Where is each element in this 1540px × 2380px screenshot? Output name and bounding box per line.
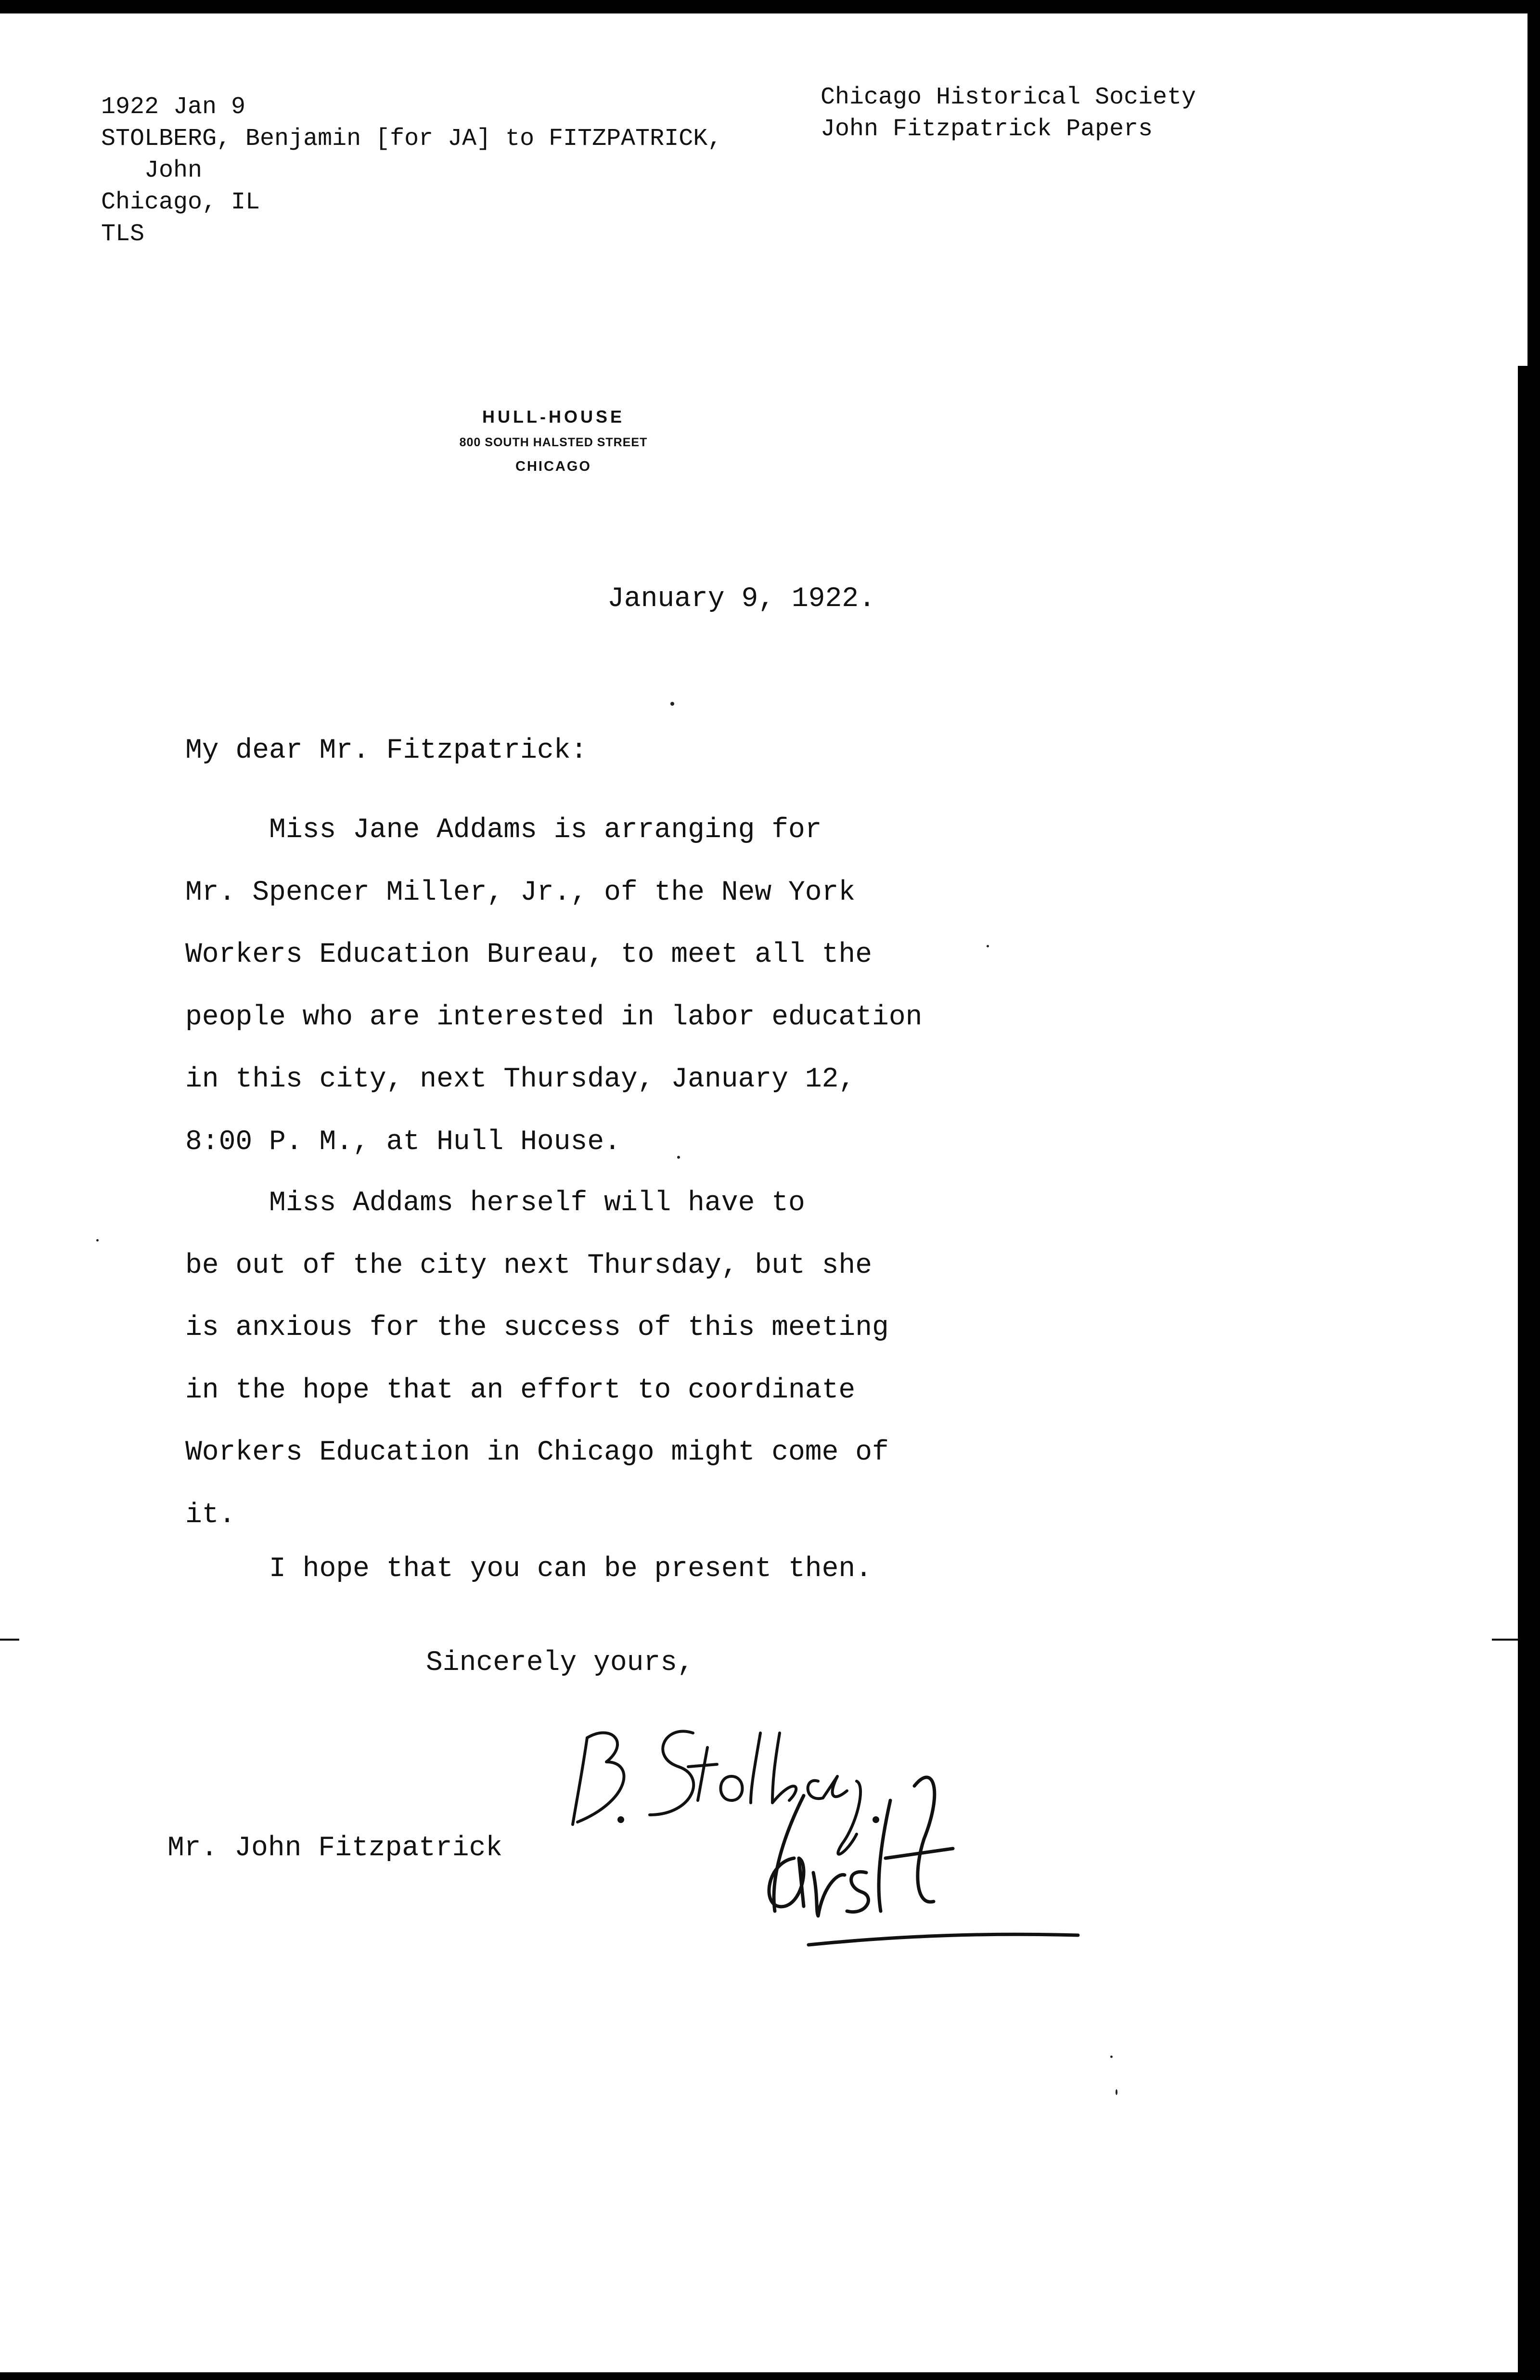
letterhead (409, 403, 698, 479)
handwritten-signature (568, 1704, 1088, 1993)
body-paragraph-2: Miss Addams herself will have to be out of the city next Thursday, but she is anxious for the success of this meeting in the hope that an effort to coordinate Workers Education in Chicago might come of it. (185, 1188, 889, 1531)
scan-edge-bottom (0, 2372, 1540, 2380)
signature-stolberg (573, 1731, 878, 1854)
fold-mark-left (0, 1639, 19, 1641)
closing: Sincerely yours, (426, 1647, 694, 1679)
salutation: My dear Mr. Fitzpatrick: (185, 735, 588, 766)
body-paragraph-3: I hope that you can be present then. (185, 1553, 873, 1585)
scan-edge-top (0, 0, 1540, 13)
body-paragraph-1: Miss Jane Addams is arranging for Mr. Spencer Miller, Jr., of the New York Workers Education Bureau, to meet all the people who are interested in labor education in this city, next Thursday, January 12, 8:00 P. M., at Hull House. (185, 815, 923, 1158)
paper-speck (96, 1239, 99, 1242)
letter-date: January 9, 1922. (607, 583, 875, 615)
fold-mark-right (1492, 1639, 1521, 1641)
archive-source: Chicago Historical Society John Fitzpatrick Papers (821, 84, 1196, 143)
recipient-name: Mr. John Fitzpatrick (167, 1833, 503, 1864)
signature-initials (769, 1777, 1078, 1945)
scan-edge-right (1527, 0, 1540, 2380)
scan-edge-right-notch (1518, 366, 1527, 2380)
paper-speck (1110, 2056, 1113, 2058)
paper-speck (677, 1156, 680, 1159)
paper-speck (670, 702, 674, 706)
letterhead-city: CHICAGO (515, 459, 591, 474)
letterhead-name: HULL-HOUSE (482, 407, 625, 427)
archive-catalog-entry: 1922 Jan 9 STOLBERG, Benjamin [for JA] to FITZPATRICK, John Chicago, IL TLS (101, 93, 722, 248)
paper-speck (987, 945, 989, 947)
paper-speck (1116, 2089, 1117, 2095)
letterhead-street: 800 SOUTH HALSTED STREET (459, 436, 648, 449)
